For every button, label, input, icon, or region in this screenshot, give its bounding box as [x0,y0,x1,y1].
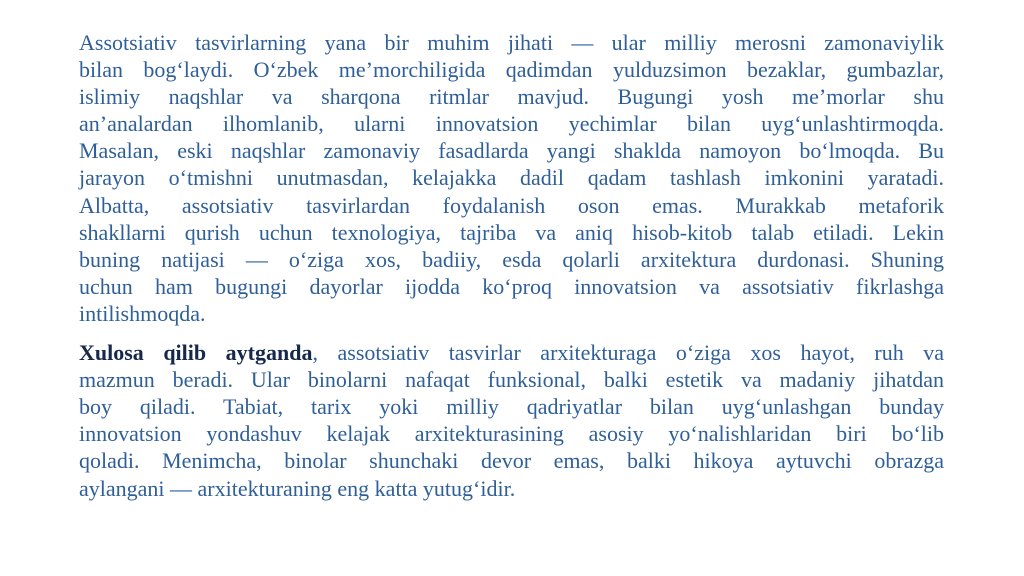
text-line: islimiy naqshlar va sharqona ritmlar mavjud. Bugungi yosh me’morlar shu [79,84,944,110]
conclusion-first-line: , assotsiativ tasvirlar arxitekturaga o‘ziga xos hayot, ruh va [312,340,944,366]
text-line: shakllarni qurish uchun texnologiya, tajriba va aniq hisob-kitob talab etiladi. Lekin [79,219,944,245]
text-line: uchun ham bugungi dayorlar ijodda ko‘proq innovatsion va assotsiativ fikrlashga [79,273,944,299]
text-line: buning natijasi — o‘ziga xos, badiiy, esda qolarli arxitektura durdonasi. Shuning [79,246,944,272]
conclusion-lead: Xulosa qilib aytganda [79,340,313,366]
text-line: Assotsiativ tasvirlarning yana bir muhim jihati — ular milliy merosni zamonaviylik [79,30,944,55]
document-page [79,29,944,502]
paragraph-conclusion [79,339,944,502]
text-line: boy qiladi. Tabiat, tarix yoki milliy qadriyatlar bilan uyg‘unlashgan bunday [79,394,944,420]
text-line: aylangani — arxitekturaning eng katta yutug‘idir. [79,475,516,501]
text-line [79,339,944,366]
text-line: jarayon o‘tmishni unutmasdan, kelajakka dadil qadam tashlash imkonini yaratadi. [79,165,944,191]
text-line: bilan bog‘laydi. O‘zbek me’morchiligida qadimdan yulduzsimon bezaklar, gumbazlar, [79,57,944,83]
text-line: qoladi. Menimcha, binolar shunchaki devor emas, balki hikoya aytuvchi obrazga [79,448,944,474]
text-line: an’analardan ilhomlanib, ularni innovatsion yechimlar bilan uyg‘unlashtirmoqda. [79,111,944,137]
paragraph-associative-images [79,29,944,327]
text-line: mazmun beradi. Ular binolarni nafaqat funksional, balki estetik va madaniy jihatdan [79,367,944,393]
text-line: intilishmoqda. [79,300,206,326]
text-line: innovatsion yondashuv kelajak arxitekturasining asosiy yo‘nalishlaridan biri bo‘lib [79,421,944,447]
text-line: Masalan, eski naqshlar zamonaviy fasadlarda yangi shaklda namoyon bo‘lmoqda. Bu [79,138,944,164]
text-line: Albatta, assotsiativ tasvirlardan foydalanish oson emas. Murakkab metaforik [79,192,944,218]
